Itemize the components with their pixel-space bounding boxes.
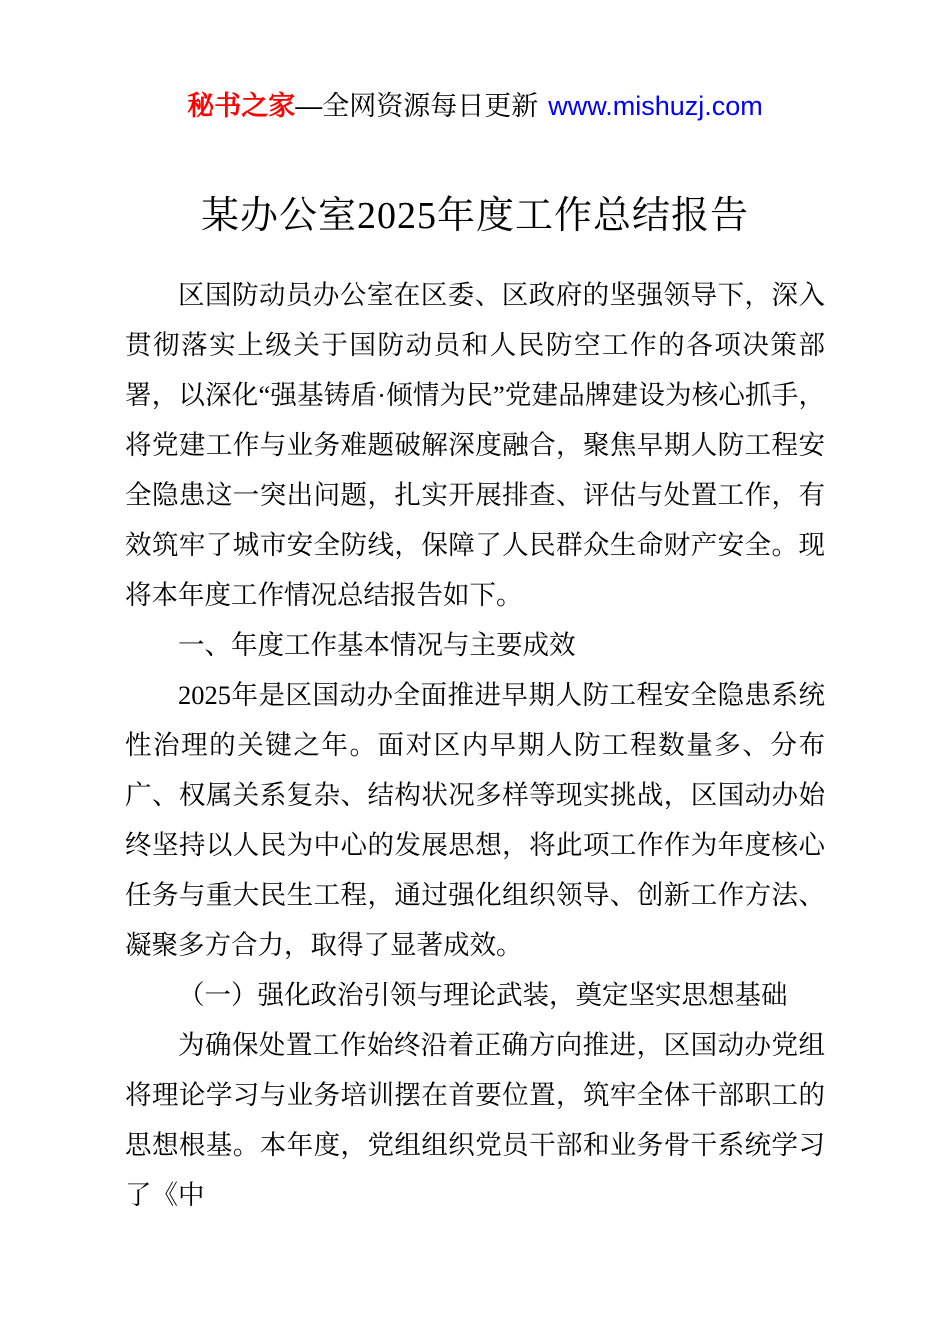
site-brand-text: 秘书之家 <box>187 91 296 121</box>
section-heading-1-1: （一）强化政治引领与理论武装，奠定坚实思想基础 <box>178 980 788 1010</box>
document-title: 某办公室2025年度工作总结报告 <box>200 195 749 237</box>
site-header <box>0 0 950 124</box>
header-tagline: 全网资源每日更新 <box>322 91 539 121</box>
header-dash: — <box>295 91 323 121</box>
body-paragraph-theory: 为确保处置工作始终沿着正确方向推进，区国动办党组将理论学习与业务培训摆在首要位置，筑牢全体干部职工的思想根基。本年度，党组组织党员干部和业务骨干系统学习了《中 <box>125 1030 825 1210</box>
body-paragraph-overview: 2025年是区国动办全面推进早期人防工程安全隐患系统性治理的关键之年。面对区内早期人防工程数量多、分布广、权属关系复杂、结构状况多样等现实挑战，区国动办始终坚持以人民为中心的发展思想，将此项工作作为年度核心任务与重大民生工程，通过强化组织领导、创新工作方法、凝聚多方合力，取得了显著成效。 <box>125 680 825 960</box>
body-paragraph-intro: 区国防动员办公室在区委、区政府的坚强领导下，深入贯彻落实上级关于国防动员和人民防空工作的各项决策部署，以深化“强基铸盾·倾情为民”党建品牌建设为核心抓手，将党建工作与业务难题破解深度融合，聚焦早期人防工程安全隐患这一突出问题，扎实开展排查、评估与处置工作，有效筑牢了城市安全防线，保障了人民群众生命财产安全。现将本年度工作情况总结报告如下。 <box>125 280 825 610</box>
document-body <box>125 270 825 1220</box>
section-heading-1: 一、年度工作基本情况与主要成效 <box>178 630 576 660</box>
site-url-link[interactable]: www.mishuzj.com <box>548 91 763 121</box>
